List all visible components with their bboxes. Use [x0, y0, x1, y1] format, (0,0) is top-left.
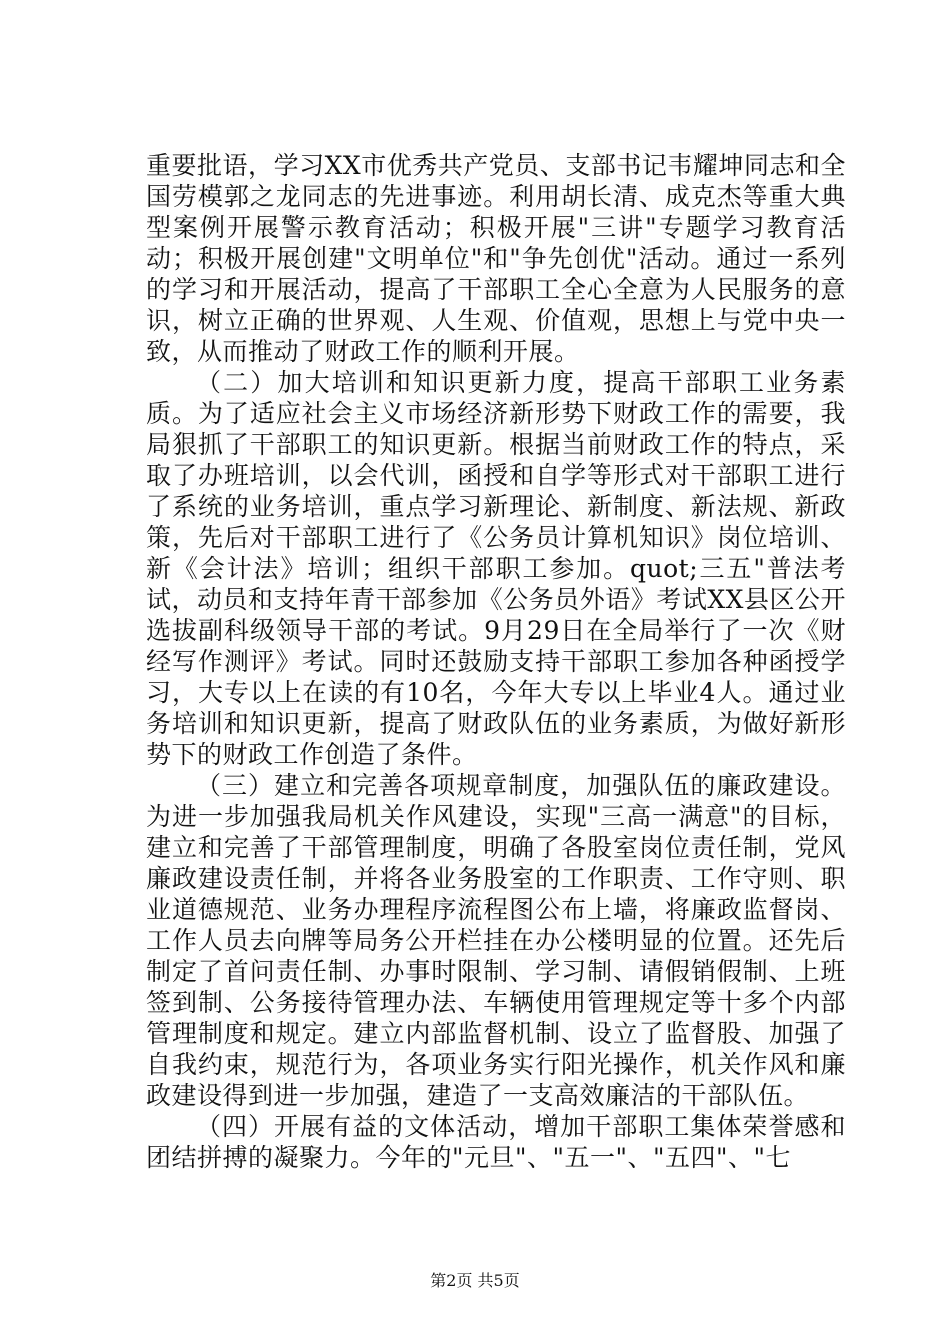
paragraph-4: （四）开展有益的文体活动，增加干部职工集体荣誉感和团结拼搏的凝聚力。今年的"元旦"、"五一"、"五四"、"七 [146, 1112, 846, 1172]
document-body [146, 150, 846, 1173]
page-footer: 第2页 共5页 [430, 1271, 520, 1290]
paragraph-1: 重要批语，学习XX市优秀共产党员、支部书记韦耀坤同志和全国劳模郭之龙同志的先进事迹。利用胡长清、成克杰等重大典型案例开展警示教育活动；积极开展"三讲"专题学习教育活动；积极开展创建"文明单位"和"争先创优"活动。通过一系列的学习和开展活动，提高了干部职工全心全意为人民服务的意识，树立正确的世界观、人生观、价值观，思想上与党中央一致，从而推动了财政工作的顺利开展。 [146, 151, 846, 366]
paragraph-3: （三）建立和完善各项规章制度，加强队伍的廉政建设。为进一步加强我局机关作风建设，实现"三高一满意"的目标，建立和完善了干部管理制度，明确了各股室岗位责任制，党风廉政建设责任制，并将各业务股室的工作职责、工作守则、职业道德规范、业务办理程序流程图公布上墙，将廉政监督岗、工作人员去向牌等局务公开栏挂在办公楼明显的位置。还先后制定了首问责任制、办事时限制、学习制、请假销假制、上班签到制、公务接待管理办法、车辆使用管理规定等十多个内部管理制度和规定。建立内部监督机制、设立了监督股、加强了自我约束，规范行为，各项业务实行阳光操作，机关作风和廉政建设得到进一步加强，建造了一支高效廉洁的干部队伍。 [146, 771, 846, 1110]
paragraph-2: （二）加大培训和知识更新力度，提高干部职工业务素质。为了适应社会主义市场经济新形势下财政工作的需要，我局狠抓了干部职工的知识更新。根据当前财政工作的特点，采取了办班培训，以会代训，函授和自学等形式对干部职工进行了系统的业务培训，重点学习新理论、新制度、新法规、新政策，先后对干部职工进行了《公务员计算机知识》岗位培训、新《会计法》培训；组织干部职工参加。quot;三五"普法考试，动员和支持年青干部参加《公务员外语》考试XX县区公开选拔副科级领导干部的考试。9月29日在全局举行了一次《财经写作测评》考试。同时还鼓励支持干部职工参加各种函授学习，大专以上在读的有10名，今年大专以上毕业4人。通过业务培训和知识更新，提高了财政队伍的业务素质，为做好新形势下的财政工作创造了条件。 [146, 368, 846, 769]
